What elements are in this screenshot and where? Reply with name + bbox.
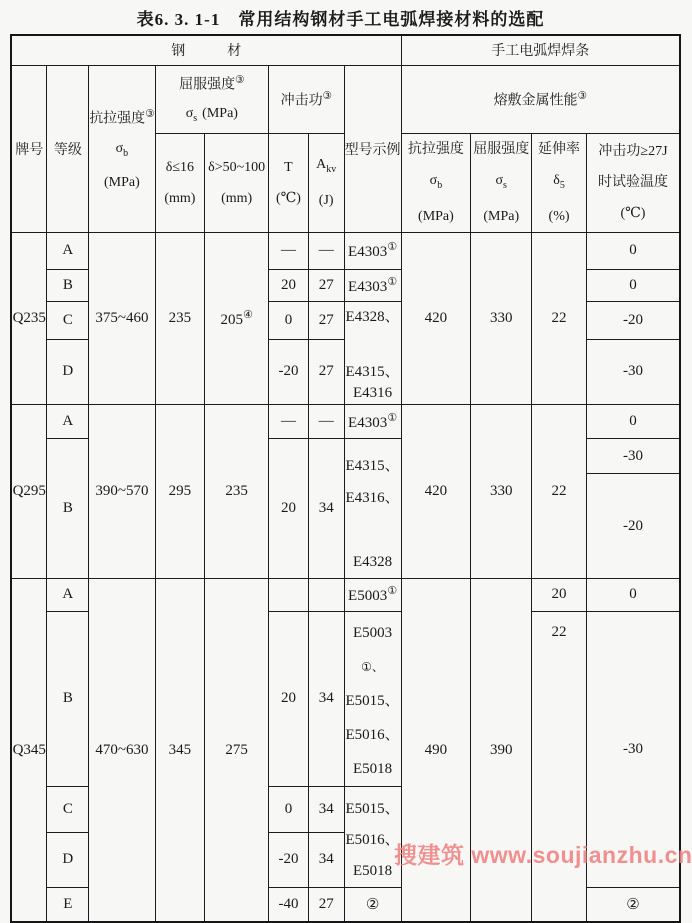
q345-a-model (344, 578, 401, 611)
q345-a-impact-temp: 0 (586, 578, 680, 611)
col-header-grade: 等级 (47, 65, 89, 232)
q345-brand: Q345 (11, 578, 47, 922)
q235-grade-c: C (47, 301, 89, 339)
q235-dep-yield: 330 (471, 232, 532, 404)
akv-symbol: A (316, 157, 327, 173)
q345-yield-50-100: 275 (205, 578, 269, 922)
q295-a-model (344, 404, 401, 438)
col-header-deposited-group (401, 65, 680, 133)
model-text: E4303 (348, 414, 388, 431)
q235-cd-models (344, 301, 401, 404)
watermark: 搜建筑 www.soujianzhu.cn (394, 842, 692, 868)
col-header-thickness-50-100 (205, 133, 269, 232)
q295-b-models (344, 438, 401, 578)
q345-a-impact-akv (308, 578, 344, 611)
q235-b-impact-t: 20 (269, 269, 309, 301)
model-text: E4303 (348, 244, 388, 261)
q345-dep-tensile: 490 (401, 578, 471, 922)
yield-label (156, 66, 268, 100)
q235-b-impact-akv: 27 (308, 269, 344, 301)
q295-grade-b: B (47, 438, 89, 578)
deposited-label (402, 82, 679, 116)
header-electrode-group: 手工电弧焊焊条 (401, 35, 680, 65)
col-header-impact-temp (586, 133, 680, 232)
q345-e-impact-akv: 27 (308, 887, 344, 922)
thickness-50-100-label: δ>50~100 (208, 159, 266, 175)
q345-tensile-range: 470~630 (89, 578, 155, 922)
model-line: E4315、 (345, 457, 400, 474)
model-line: E5016、 (345, 726, 400, 743)
footnote-sup: ① (387, 585, 398, 598)
col-header-yield-group (155, 65, 268, 133)
col-header-impact-group (269, 65, 344, 133)
q345-bd-impact-temp: -30 (586, 611, 680, 887)
model-line: E5018 (352, 862, 393, 879)
q235-d-impact-temp: -30 (586, 339, 680, 404)
sigma-subscript: s (503, 179, 507, 191)
model-text: E4303 (348, 278, 388, 295)
sigma-subscript: b (123, 147, 129, 159)
q295-b-impact-t: 20 (269, 438, 309, 578)
q235-c-impact-akv: 27 (308, 301, 344, 339)
tensile-symbol (89, 134, 154, 168)
q295-dep-elongation: 22 (532, 404, 587, 578)
sigma-symbol: σ (185, 106, 194, 122)
model-line: E5016、 (345, 831, 400, 848)
q295-b-impact-akv: 34 (308, 438, 344, 578)
col-header-elongation (532, 133, 587, 232)
footnote-sup: ① (387, 241, 398, 254)
q345-c-impact-akv: 34 (308, 786, 344, 832)
akv-label (309, 149, 344, 185)
col-header-model: 型号示例 (344, 65, 401, 232)
q235-yield-16: 235 (155, 232, 205, 404)
dep-yield-label: 屈服强度 (473, 141, 530, 157)
col-header-thickness-16 (155, 133, 205, 232)
model-text: E5003 (348, 588, 388, 605)
deposited-text: 熔敷金属性能 (493, 94, 578, 110)
q345-grade-e: E (47, 887, 89, 922)
q345-d-impact-akv: 34 (308, 833, 344, 888)
q235-c-impact-temp: -20 (586, 301, 680, 339)
model-line-footnote: ①、 (361, 659, 384, 674)
model-line: E5003 (352, 624, 393, 641)
model-line: E4316 (352, 384, 393, 401)
model-line: E4316、 (345, 489, 400, 506)
q235-grade-d: D (47, 339, 89, 404)
q235-d-impact-akv: 27 (308, 339, 344, 404)
q295-dep-yield: 330 (471, 404, 532, 578)
dep-tensile-symbol (402, 165, 471, 201)
thickness-50-100-unit: (mm) (221, 190, 253, 206)
q295-grade-a: A (47, 404, 89, 438)
q345-b-impact-akv: 34 (308, 611, 344, 786)
q235-dep-tensile: 420 (401, 232, 471, 404)
q235-b-impact-temp: 0 (586, 269, 680, 301)
q235-yield-50-100 (205, 232, 269, 404)
model-line: E4328、 (345, 308, 400, 325)
value-text: 205 (220, 311, 243, 328)
sigma-symbol: σ (495, 172, 504, 188)
header-steel-group: 钢 材 (11, 35, 401, 65)
delta-symbol: δ (553, 172, 560, 188)
q345-a-dep-elongation: 20 (532, 578, 587, 611)
sigma-symbol: σ (115, 141, 124, 157)
q295-brand: Q295 (11, 404, 47, 578)
impact-temp-label-1: 冲击功≥27J (598, 144, 668, 160)
sigma-subscript: s (193, 112, 198, 124)
model-line: E5018 (352, 760, 393, 777)
q235-dep-elongation: 22 (532, 232, 587, 404)
impact-label (269, 82, 343, 116)
yield-footnote-sup: ③ (235, 74, 245, 86)
q345-grade-d: D (47, 833, 89, 888)
q235-b-model (344, 269, 401, 301)
q345-be-dep-elongation: 22 (532, 611, 587, 922)
q345-e-impact-temp: ② (586, 887, 680, 922)
akv-subscript: kv (326, 164, 337, 176)
q295-yield-16: 295 (155, 404, 205, 578)
q295-tensile-range: 390~570 (89, 404, 155, 578)
q295-a-impact-t: — (269, 404, 309, 438)
welding-material-selection-table (10, 34, 681, 923)
q235-brand: Q235 (11, 232, 47, 404)
q295-a-impact-akv: — (308, 404, 344, 438)
q345-c-impact-t: 0 (269, 786, 309, 832)
q345-grade-a: A (47, 578, 89, 611)
q345-grade-c: C (47, 786, 89, 832)
impact-t-label: T (284, 159, 293, 175)
yield-text: 屈服强度 (179, 77, 236, 93)
delta-subscript: 5 (559, 179, 565, 191)
q345-cd-models (344, 786, 401, 887)
q345-d-impact-t: -20 (269, 833, 309, 888)
q235-grade-b: B (47, 269, 89, 301)
sigma-subscript: b (437, 179, 443, 191)
q295-yield-50-100: 235 (205, 404, 269, 578)
q295-dep-tensile: 420 (401, 404, 471, 578)
q295-a-impact-temp: 0 (586, 404, 680, 438)
q295-b-impact-temp-2: -20 (586, 474, 680, 578)
q345-b-models (344, 611, 401, 786)
elongation-unit: (%) (548, 208, 570, 224)
yield-unit: (MPa) (202, 106, 238, 122)
q235-d-impact-t: -20 (269, 339, 309, 404)
col-header-dep-yield (471, 133, 532, 232)
q295-b-impact-temp-1: -30 (586, 438, 680, 474)
col-header-impact-t (269, 133, 309, 232)
q235-a-impact-temp: 0 (586, 232, 680, 269)
q345-e-model: ② (344, 887, 401, 922)
q345-yield-16: 345 (155, 578, 205, 922)
thickness-16-label: δ≤16 (165, 159, 195, 175)
q345-dep-yield: 390 (471, 578, 532, 922)
q345-e-impact-t: -40 (269, 887, 309, 922)
elongation-label: 延伸率 (538, 141, 581, 157)
q235-tensile-range: 375~460 (89, 232, 155, 404)
q345-b-impact-t: 20 (269, 611, 309, 786)
dep-yield-unit: (MPa) (483, 208, 520, 224)
q345-a-impact-t (269, 578, 309, 611)
model-line: E4315、 (345, 363, 400, 380)
tensile-label (89, 100, 154, 134)
impact-text: 冲击功 (280, 94, 323, 110)
model-line: E4328 (352, 553, 393, 570)
q235-a-model (344, 232, 401, 269)
q235-a-impact-akv: — (308, 232, 344, 269)
impact-temp-unit: (℃) (620, 206, 646, 222)
footnote-sup: ① (387, 411, 398, 424)
model-line: E5015、 (345, 692, 400, 709)
deposited-footnote-sup: ③ (577, 91, 587, 103)
dep-tensile-unit: (MPa) (418, 208, 454, 224)
dep-yield-symbol (471, 165, 531, 201)
impact-t-unit: (℃) (275, 190, 301, 206)
akv-unit: (J) (318, 193, 334, 209)
q235-c-impact-t: 0 (269, 301, 309, 339)
q235-grade-a: A (47, 232, 89, 269)
dep-tensile-label: 抗拉强度 (407, 141, 464, 157)
table-title: 表6. 3. 1-1 常用结构钢材手工电弧焊接材料的选配 (136, 10, 545, 29)
elongation-symbol (532, 165, 586, 201)
footnote-sup: ④ (242, 308, 253, 321)
tensile-footnote-sup: ③ (145, 109, 155, 121)
col-header-tensile (89, 65, 155, 232)
footnote-sup: ① (387, 275, 398, 288)
q235-a-impact-t: — (269, 232, 309, 269)
q345-grade-b: B (47, 611, 89, 786)
impact-footnote-sup: ③ (322, 91, 333, 103)
col-header-dep-tensile (401, 133, 471, 232)
tensile-text: 抗拉强度 (89, 112, 146, 128)
tensile-unit: (MPa) (104, 174, 140, 190)
yield-symbol (156, 99, 268, 133)
impact-temp-label-2: 时试验温度 (597, 175, 668, 191)
col-header-brand: 牌号 (11, 65, 47, 232)
col-header-impact-akv (308, 133, 344, 232)
thickness-16-unit: (mm) (164, 190, 196, 206)
sigma-symbol: σ (429, 172, 438, 188)
model-line: E5015、 (345, 800, 400, 817)
